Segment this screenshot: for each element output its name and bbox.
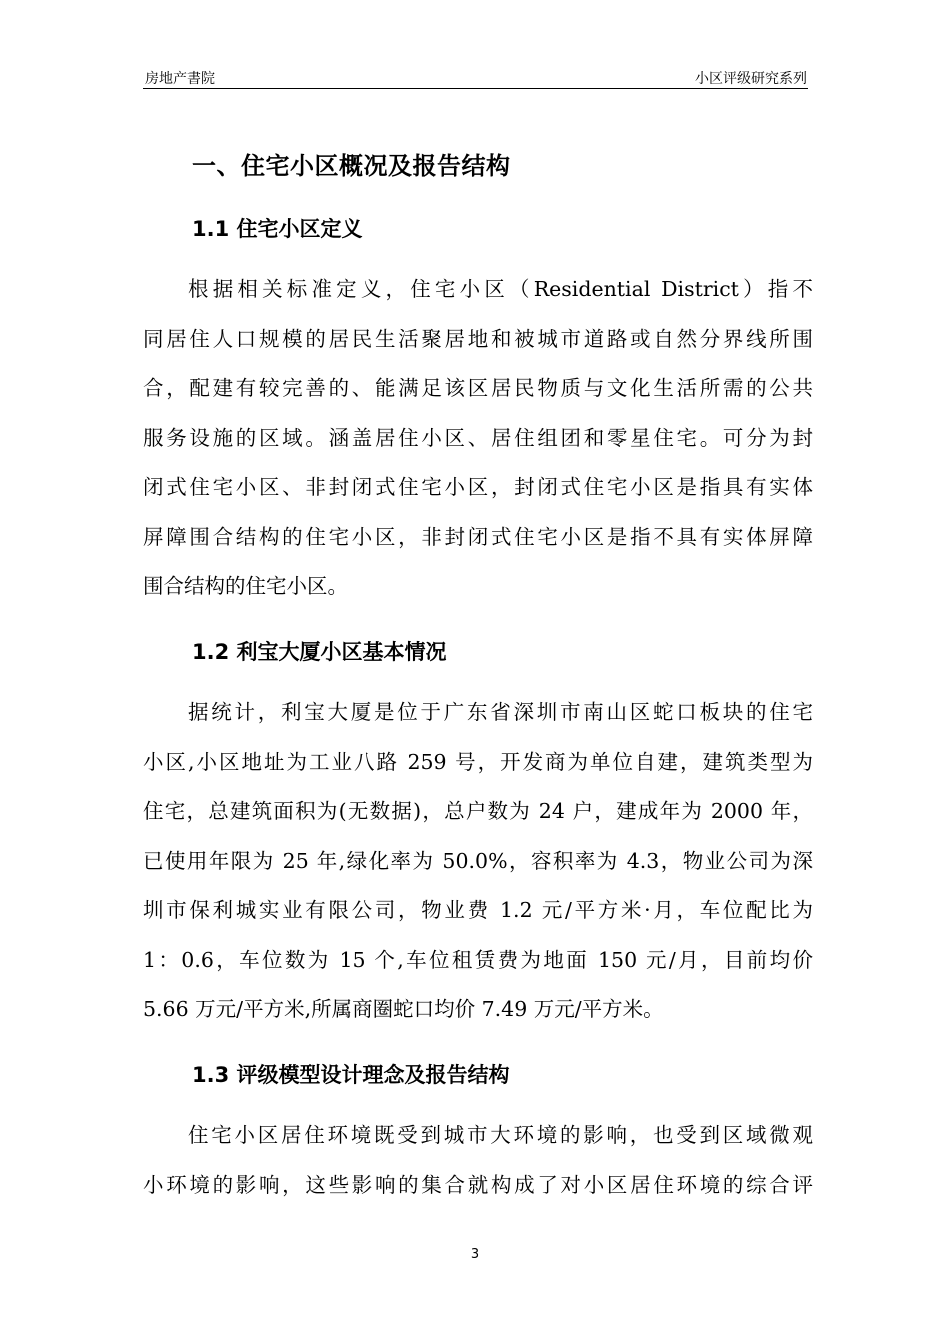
paragraph-line: 根据相关标准定义，住宅小区（Residential District）指不: [188, 277, 813, 301]
page-number: 3: [470, 1247, 480, 1262]
paragraph-line: 据统计，利宝大厦是位于广东省深圳市南山区蛇口板块的住宅: [188, 700, 813, 724]
paragraph-line: 小环境的影响，这些影响的集合就构成了对小区居住环境的综合评: [143, 1173, 813, 1197]
paragraph-line: 小区,小区地址为工业八路 259 号，开发商为单位自建，建筑类型为: [143, 750, 813, 774]
page-header: [145, 66, 807, 88]
paragraph-line: 服务设施的区域。涵盖居住小区、居住组团和零星住宅。可分为封: [143, 426, 813, 450]
section-title: 一、住宅小区概况及报告结构: [192, 152, 511, 180]
header-divider: [143, 88, 808, 89]
paragraph-line: 合，配建有较完善的、能满足该区居民物质与文化生活所需的公共: [143, 376, 813, 400]
paragraph-line: 屏障围合结构的住宅小区，非封闭式住宅小区是指不具有实体屏障: [143, 525, 813, 549]
paragraph-line: 圳市保利城实业有限公司，物业费 1.2 元/平方米·月，车位配比为: [143, 898, 813, 922]
subsection-heading-1-1: 1.1 住宅小区定义: [192, 217, 363, 241]
paragraph-line: 住宅，总建筑面积为(无数据)，总户数为 24 户，建成年为 2000 年，: [143, 799, 813, 823]
paragraph-line: 已使用年限为 25 年,绿化率为 50.0%，容积率为 4.3，物业公司为深: [143, 849, 813, 873]
paragraph-line: 同居住人口规模的居民生活聚居地和被城市道路或自然分界线所围: [143, 327, 813, 351]
subsection-heading-1-3: 1.3 评级模型设计理念及报告结构: [192, 1063, 510, 1087]
paragraph-line: 1：0.6，车位数为 15 个,车位租赁费为地面 150 元/月，目前均价: [143, 948, 813, 972]
paragraph-line: 住宅小区居住环境既受到城市大环境的影响，也受到区域微观: [188, 1123, 813, 1147]
header-series-title: 小区评级研究系列: [695, 71, 807, 87]
paragraph-line: 闭式住宅小区、非封闭式住宅小区，封闭式住宅小区是指具有实体: [143, 475, 813, 499]
subsection-heading-1-2: 1.2 利宝大厦小区基本情况: [192, 640, 447, 664]
header-publisher: 房地产書院: [145, 71, 215, 87]
paragraph-line: 5.66 万元/平方米,所属商圈蛇口均价 7.49 万元/平方米。: [143, 997, 664, 1021]
paragraph-line: 围合结构的住宅小区。: [143, 574, 348, 598]
